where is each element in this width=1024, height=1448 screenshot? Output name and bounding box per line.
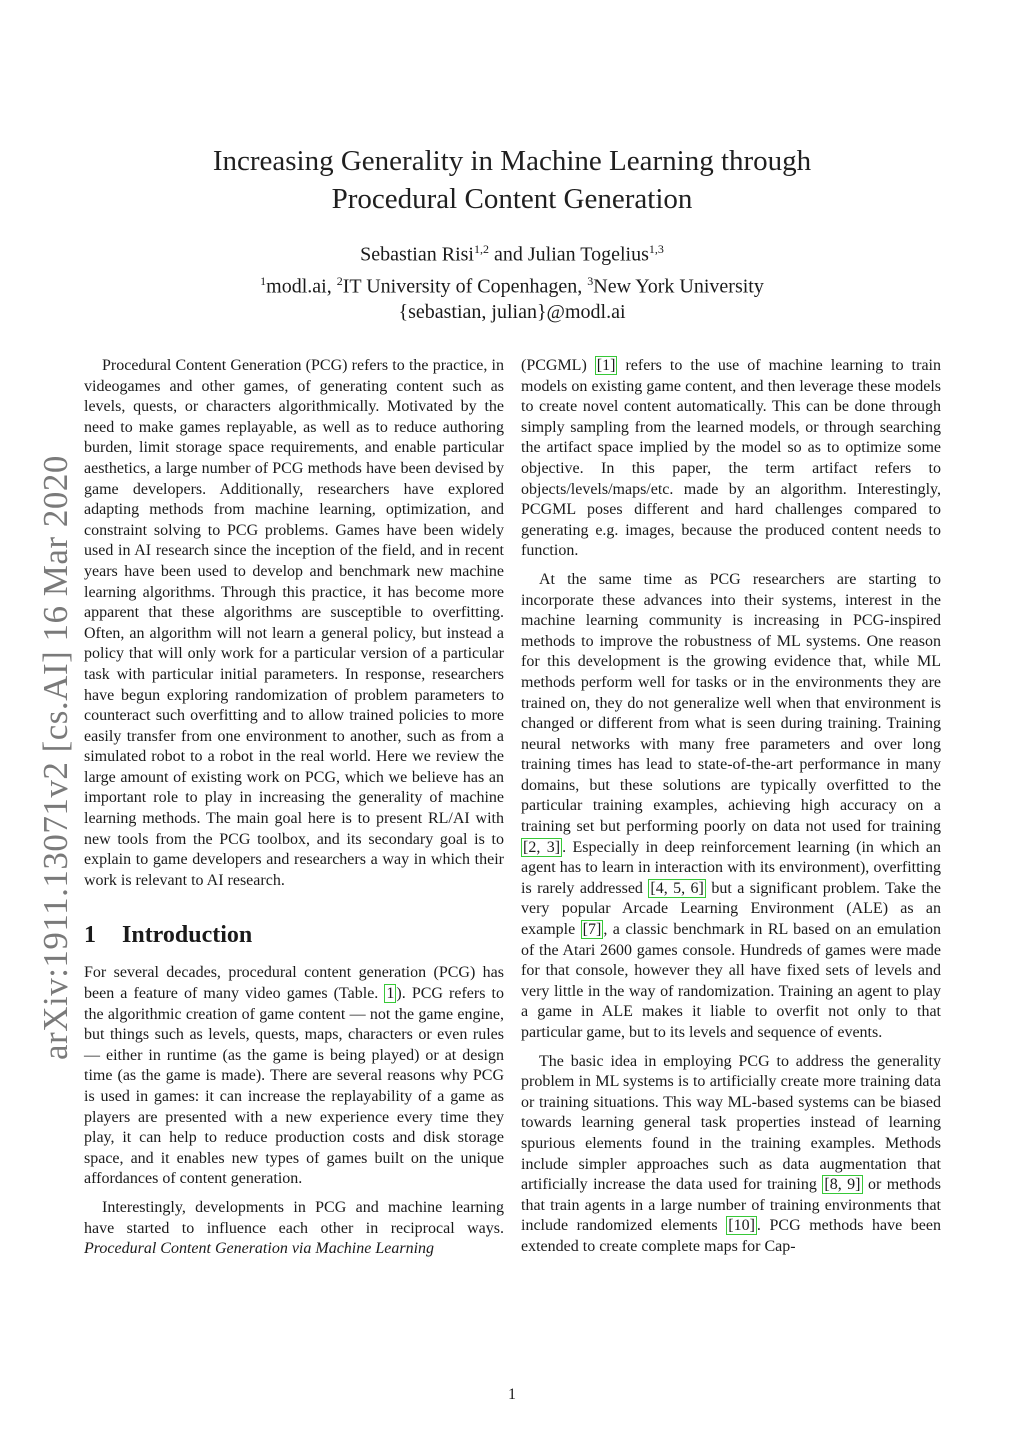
intro-paragraph-4 xyxy=(521,1052,941,1258)
affiliation-3-mark: 3 xyxy=(587,273,594,288)
intro-p2-text-a: Interestingly, developments in PCG and machine learning have started to influence each other in reciprocal ways. xyxy=(84,1198,504,1237)
intro-paragraph-3 xyxy=(521,570,941,1044)
intro-p2-text-c: refers to the use of machine learning to train models on existing game content, and then leverage these models to create novel content automatically. This can be done through simply sampling from the learned models, or through searching the artifact space implied by the model so as to optimize some objective. In this paper, the term artifact refers to objects/levels/maps/etc. made by an algorithm. Interestingly, PCGML poses different and hard challenges compared to generating e.g. images, because the produced content needs to function. xyxy=(521,357,941,560)
author-block xyxy=(160,236,864,325)
intro-p3-text-b: . Especially in deep reinforcement learning (in which an agent has to learn in interaction with its environment), overfitting is rarely addressed xyxy=(521,838,941,897)
intro-p2-text-b: (PCGML) xyxy=(521,357,595,374)
affiliation-1-mark: 1 xyxy=(260,273,267,288)
author-conjunction: and xyxy=(488,243,528,266)
intro-p3-text-a: At the same time as PCG researchers are starting to incorporate these advances into their systems, interest in the machine learning community is increasing in PCG-inspired methods to improve the robustness of ML systems. One reason for this development is the growing evidence that, while ML methods perform well for tasks or in the environments they are trained on, they do not generalize well when that environment is changed or different from what is seen during training. Training neural networks with many free parameters and over long training times has lead to state-of-the-art performance in many domains, but these solutions are typically overfitted to the particular training examples, achieving high accuracy on a training set but performing poorly on data not used for training xyxy=(521,570,941,836)
intro-p1-text-a: For several decades, procedural content generation (PCG) has been a feature of many video games (Table. xyxy=(84,964,504,1003)
intro-p1-text-b: ). PCG refers to the algorithmic creation of game content — not the game engine, but things such as levels, quests, maps, characters or even rules — either in runtime (as the game is being played) or at design time (as the game is made). There are several reasons why PCG is used in games: it can increase the replayability of a game as players are presented with a new experience every time they play, it can help to reduce production costs and disk storage space, and it enables new types of games built on the unique affordances of content generation. xyxy=(84,985,505,1188)
paper-title xyxy=(160,142,864,218)
right-column xyxy=(521,356,941,1266)
intro-p2-italic: Procedural Content Generation via Machine Learning xyxy=(84,1240,435,1258)
citation-link[interactable]: [7] xyxy=(582,921,602,939)
section-heading xyxy=(84,921,504,949)
intro-p4-text-a: The basic idea in employing PCG to address the generality problem in ML systems is to artificially create more training data or training situations. This way ML-based systems can be biased towards learning general task properties instead of learning spurious elements found in the training examples. Methods include simpler approaches such as data augmentation that artificially increase the data used for training xyxy=(521,1052,941,1194)
author-2-affiliation-marks: 1,3 xyxy=(648,242,664,256)
citation-link[interactable]: [8, 9] xyxy=(824,1176,861,1194)
author-1-name: Sebastian Risi xyxy=(360,243,474,266)
affiliation-2: IT University of Copenhagen, xyxy=(342,275,588,298)
author-1-affiliation-marks: 1,2 xyxy=(473,242,489,256)
title-line-1: Increasing Generality in Machine Learning through xyxy=(212,145,812,177)
affiliation-1: modl.ai, xyxy=(266,275,337,298)
citation-link[interactable]: [1] xyxy=(596,357,616,374)
intro-p3-text-c: but a significant problem. Take the very popular Arcade Learning Environment (ALE) as an example xyxy=(521,879,942,939)
intro-p4-text-c: . PCG methods have been extended to create complete maps for Cap- xyxy=(521,1217,942,1255)
affiliations xyxy=(160,268,864,300)
arxiv-identifier: arXiv:1911.13071v2 [cs.AI] 16 Mar 2020 xyxy=(36,455,75,1060)
citation-link[interactable]: [2, 3] xyxy=(523,838,561,856)
intro-paragraph-2 xyxy=(84,1198,504,1260)
intro-p3-text-d: , a classic benchmark in RL based on an emulation of the Atari 2600 games console. Hundreds of games were made for that console, however they all have fixed sets of levels and very little in the way of randomization. Training an agent to play a game in ALE makes it liable to overfit not only to that particular game, but to its levels and sequence of events. xyxy=(521,921,942,1041)
section-number: 1 xyxy=(84,922,96,949)
page-number: 1 xyxy=(508,1386,516,1403)
intro-paragraph-2-continued xyxy=(521,356,941,562)
author-names xyxy=(160,236,864,268)
intro-p4-text-b: or methods that train agents in a large number of training environments that include randomized elements xyxy=(521,1176,942,1235)
author-email: {sebastian, julian}@modl.ai xyxy=(398,301,626,324)
citation-link[interactable]: [4, 5, 6] xyxy=(650,879,704,897)
section-title: Introduction xyxy=(122,922,253,949)
abstract-paragraph: Procedural Content Generation (PCG) refers to the practice, in videogames and other games, of generating content such as levels, quests, or characters algorithmically. Motivated by the need to make games replayable, as well as to reduce authoring burden, limit storage space requirements, and enable particular aesthetics, a large number of PCG methods have been devised by game developers. Additionally, researchers have explored adapting methods from machine learning, optimization, and constraint solving to PCG problems. Games have been widely used in AI research since the inception of the field, and in recent years have been used to develop and benchmark new machine learning algorithms. Through this practice, it has become more apparent that these algorithms are susceptible to overfitting. Often, an algorithm will not learn a general policy, but instead a policy that will only work for a particular version of a particular task with particular initial parameters. In response, researchers have begun exploring randomization of problem parameters to counteract such overfitting and to allow trained policies to more easily transfer from one environment to another, such as from a simulated robot to a robot in the real world. Here we review the large amount of existing work on PCG, which we believe has an important role to play in increasing the generality of machine learning methods. The main goal here is to present RL/AI with new tools from the PCG toolbox, and its secondary goal is to explain to game developers and researchers a way in which their work is relevant to AI research. xyxy=(84,357,504,889)
citation-link[interactable]: [10] xyxy=(728,1217,755,1235)
intro-paragraph-1 xyxy=(84,963,504,1190)
affiliation-3: New York University xyxy=(593,275,764,298)
title-line-2: Procedural Content Generation xyxy=(331,183,693,215)
affiliation-2-mark: 2 xyxy=(336,273,343,288)
author-2-name: Julian Togelius xyxy=(527,243,649,266)
left-column xyxy=(84,356,504,1268)
table-reference-link[interactable]: 1 xyxy=(386,985,395,1003)
